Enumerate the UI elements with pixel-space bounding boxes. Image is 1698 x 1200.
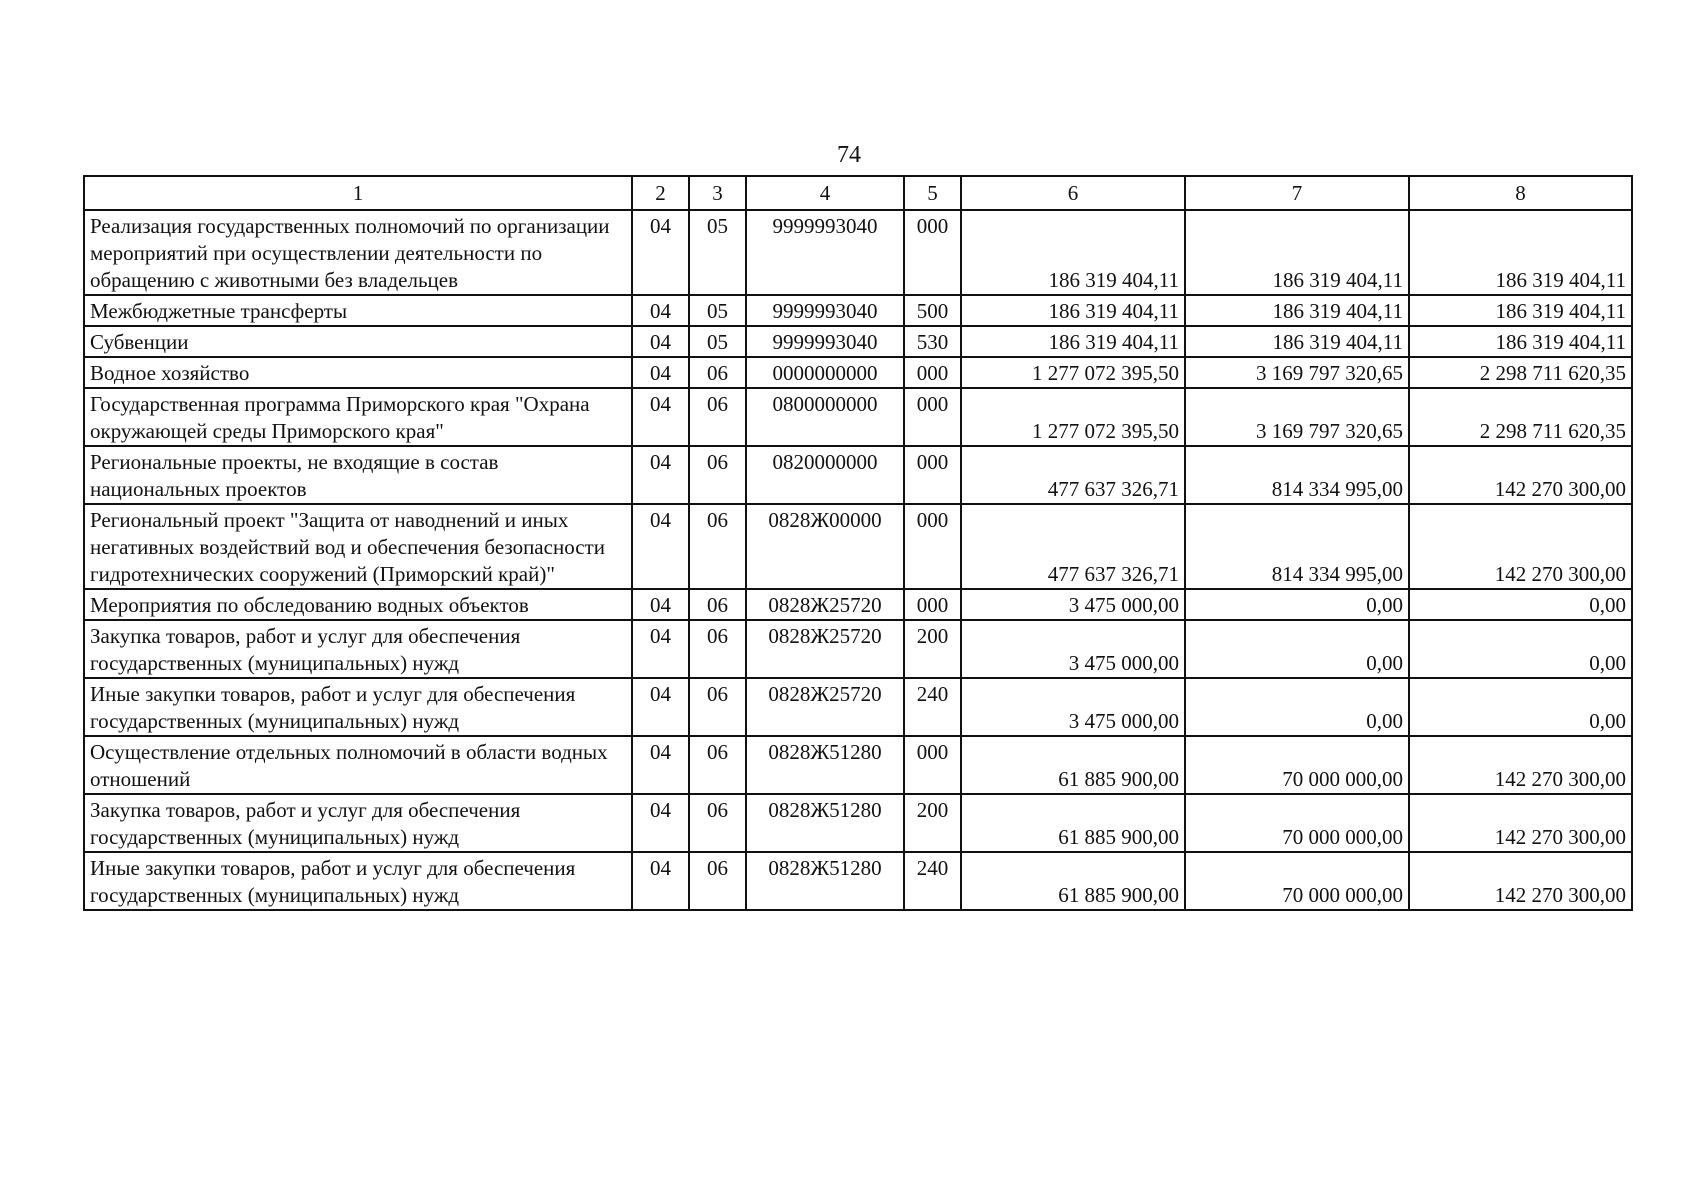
amount-col-8: 142 270 300,00 — [1409, 504, 1632, 589]
row-name: Иные закупки товаров, работ и услуг для обеспечения государственных (муниципальных) нужд — [84, 852, 632, 910]
amount-col-6: 3 475 000,00 — [961, 589, 1185, 620]
table-row — [84, 620, 1632, 678]
column-header-2: 2 — [632, 176, 689, 210]
row-name: Региональный проект "Защита от наводнений и иных негативных воздействий вод и обеспечения безопасности гидротехнических сооружений (Приморский край)" — [84, 504, 632, 589]
row-name: Региональные проекты, не входящие в состав национальных проектов — [84, 446, 632, 504]
page-number: 74 — [837, 142, 861, 168]
subsection-code: 06 — [689, 736, 746, 794]
amount-col-7: 814 334 995,00 — [1185, 504, 1409, 589]
expense-type-code: 000 — [904, 589, 961, 620]
amount-col-7: 70 000 000,00 — [1185, 794, 1409, 852]
section-code: 04 — [632, 589, 689, 620]
amount-col-6: 477 637 326,71 — [961, 504, 1185, 589]
table-row — [84, 794, 1632, 852]
amount-col-8: 0,00 — [1409, 678, 1632, 736]
section-code: 04 — [632, 326, 689, 357]
row-name: Мероприятия по обследованию водных объектов — [84, 589, 632, 620]
amount-col-8: 186 319 404,11 — [1409, 295, 1632, 326]
amount-col-8: 0,00 — [1409, 620, 1632, 678]
subsection-code: 05 — [689, 295, 746, 326]
amount-col-6: 61 885 900,00 — [961, 852, 1185, 910]
amount-col-7: 186 319 404,11 — [1185, 326, 1409, 357]
target-article-code: 0828Ж25720 — [746, 620, 904, 678]
target-article-code: 0828Ж25720 — [746, 589, 904, 620]
amount-col-7: 70 000 000,00 — [1185, 852, 1409, 910]
amount-col-8: 142 270 300,00 — [1409, 794, 1632, 852]
section-code: 04 — [632, 678, 689, 736]
amount-col-7: 0,00 — [1185, 678, 1409, 736]
subsection-code: 06 — [689, 678, 746, 736]
column-header-7: 7 — [1185, 176, 1409, 210]
target-article-code: 9999993040 — [746, 210, 904, 295]
table-row — [84, 589, 1632, 620]
expense-type-code: 200 — [904, 794, 961, 852]
table-body — [84, 210, 1632, 910]
target-article-code: 0828Ж51280 — [746, 736, 904, 794]
column-header-5: 5 — [904, 176, 961, 210]
expense-type-code: 000 — [904, 446, 961, 504]
row-name: Водное хозяйство — [84, 357, 632, 388]
subsection-code: 05 — [689, 326, 746, 357]
amount-col-6: 186 319 404,11 — [961, 295, 1185, 326]
expense-type-code: 000 — [904, 388, 961, 446]
subsection-code: 06 — [689, 388, 746, 446]
amount-col-8: 186 319 404,11 — [1409, 210, 1632, 295]
target-article-code: 0828Ж25720 — [746, 678, 904, 736]
amount-col-7: 186 319 404,11 — [1185, 210, 1409, 295]
row-name: Закупка товаров, работ и услуг для обеспечения государственных (муниципальных) нужд — [84, 794, 632, 852]
amount-col-8: 186 319 404,11 — [1409, 326, 1632, 357]
table-row — [84, 678, 1632, 736]
subsection-code: 06 — [689, 357, 746, 388]
target-article-code: 9999993040 — [746, 295, 904, 326]
row-name: Реализация государственных полномочий по организации мероприятий при осуществлении деятельности по обращению с животными без владельцев — [84, 210, 632, 295]
amount-col-7: 3 169 797 320,65 — [1185, 388, 1409, 446]
amount-col-8: 142 270 300,00 — [1409, 446, 1632, 504]
subsection-code: 06 — [689, 589, 746, 620]
target-article-code: 0820000000 — [746, 446, 904, 504]
expense-type-code: 000 — [904, 357, 961, 388]
amount-col-8: 2 298 711 620,35 — [1409, 357, 1632, 388]
table-header — [84, 176, 1632, 210]
target-article-code: 0800000000 — [746, 388, 904, 446]
subsection-code: 06 — [689, 446, 746, 504]
amount-col-7: 0,00 — [1185, 620, 1409, 678]
amount-col-6: 477 637 326,71 — [961, 446, 1185, 504]
subsection-code: 06 — [689, 620, 746, 678]
table-row — [84, 446, 1632, 504]
section-code: 04 — [632, 388, 689, 446]
amount-col-6: 3 475 000,00 — [961, 678, 1185, 736]
expense-type-code: 000 — [904, 736, 961, 794]
section-code: 04 — [632, 446, 689, 504]
subsection-code: 05 — [689, 210, 746, 295]
amount-col-8: 142 270 300,00 — [1409, 852, 1632, 910]
target-article-code: 0828Ж00000 — [746, 504, 904, 589]
target-article-code: 9999993040 — [746, 326, 904, 357]
amount-col-6: 186 319 404,11 — [961, 326, 1185, 357]
row-name: Субвенции — [84, 326, 632, 357]
expense-type-code: 500 — [904, 295, 961, 326]
section-code: 04 — [632, 357, 689, 388]
column-header-6: 6 — [961, 176, 1185, 210]
expense-type-code: 000 — [904, 504, 961, 589]
section-code: 04 — [632, 794, 689, 852]
expense-type-code: 240 — [904, 852, 961, 910]
amount-col-7: 814 334 995,00 — [1185, 446, 1409, 504]
expense-type-code: 000 — [904, 210, 961, 295]
amount-col-7: 0,00 — [1185, 589, 1409, 620]
section-code: 04 — [632, 620, 689, 678]
table-row — [84, 388, 1632, 446]
amount-col-6: 3 475 000,00 — [961, 620, 1185, 678]
column-header-4: 4 — [746, 176, 904, 210]
amount-col-8: 142 270 300,00 — [1409, 736, 1632, 794]
row-name: Государственная программа Приморского края "Охрана окружающей среды Приморского края" — [84, 388, 632, 446]
amount-col-6: 61 885 900,00 — [961, 736, 1185, 794]
amount-col-6: 1 277 072 395,50 — [961, 357, 1185, 388]
amount-col-6: 61 885 900,00 — [961, 794, 1185, 852]
section-code: 04 — [632, 736, 689, 794]
budget-table — [83, 175, 1633, 911]
table-row — [84, 736, 1632, 794]
table-row — [84, 210, 1632, 295]
table-row — [84, 295, 1632, 326]
table-row — [84, 326, 1632, 357]
amount-col-7: 70 000 000,00 — [1185, 736, 1409, 794]
target-article-code: 0000000000 — [746, 357, 904, 388]
subsection-code: 06 — [689, 852, 746, 910]
subsection-code: 06 — [689, 794, 746, 852]
table-row — [84, 852, 1632, 910]
column-header-8: 8 — [1409, 176, 1632, 210]
row-name: Иные закупки товаров, работ и услуг для обеспечения государственных (муниципальных) нужд — [84, 678, 632, 736]
row-name: Закупка товаров, работ и услуг для обеспечения государственных (муниципальных) нужд — [84, 620, 632, 678]
amount-col-6: 1 277 072 395,50 — [961, 388, 1185, 446]
column-header-1: 1 — [84, 176, 632, 210]
expense-type-code: 530 — [904, 326, 961, 357]
amount-col-7: 186 319 404,11 — [1185, 295, 1409, 326]
column-header-3: 3 — [689, 176, 746, 210]
table-row — [84, 357, 1632, 388]
expense-type-code: 240 — [904, 678, 961, 736]
section-code: 04 — [632, 852, 689, 910]
subsection-code: 06 — [689, 504, 746, 589]
target-article-code: 0828Ж51280 — [746, 852, 904, 910]
table-row — [84, 504, 1632, 589]
row-name: Межбюджетные трансферты — [84, 295, 632, 326]
target-article-code: 0828Ж51280 — [746, 794, 904, 852]
row-name: Осуществление отдельных полномочий в области водных отношений — [84, 736, 632, 794]
amount-col-7: 3 169 797 320,65 — [1185, 357, 1409, 388]
amount-col-8: 0,00 — [1409, 589, 1632, 620]
section-code: 04 — [632, 504, 689, 589]
expense-type-code: 200 — [904, 620, 961, 678]
section-code: 04 — [632, 295, 689, 326]
amount-col-8: 2 298 711 620,35 — [1409, 388, 1632, 446]
section-code: 04 — [632, 210, 689, 295]
header-row — [84, 176, 1632, 210]
amount-col-6: 186 319 404,11 — [961, 210, 1185, 295]
